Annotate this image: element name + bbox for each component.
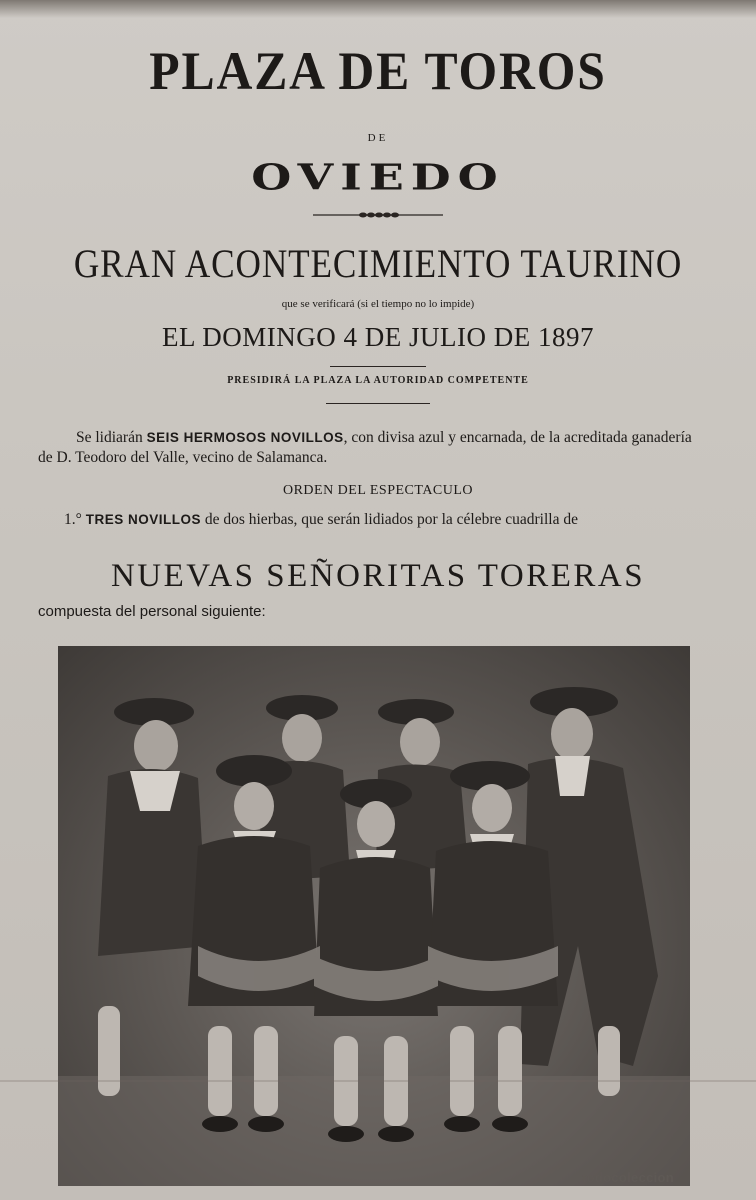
order-lead: 1.° (64, 511, 86, 528)
poster-de: DE (367, 132, 389, 144)
order-rest: de dos hierbas, que serán lidiados por la célebre cuadrilla de (200, 511, 578, 528)
order-bold: TRES NOVILLOS (85, 512, 201, 527)
bulls-lead: Se lidiarán (76, 429, 147, 446)
ornament-divider (313, 208, 443, 222)
weather-note: que se verificará (si el tiempo no lo impide) (281, 298, 475, 310)
back-row (114, 687, 618, 726)
bulls-paragraph (38, 428, 706, 468)
order-paragraph (38, 510, 706, 530)
poster-title: PLAZA DE TOROS (149, 41, 607, 101)
back-row-faces (134, 708, 593, 772)
event-date: EL DOMINGO 4 DE JULIO DE 1897 (162, 322, 594, 352)
presidency-line: PRESIDIRÁ LA PLAZA LA AUTORIDAD COMPETENTE (227, 375, 529, 386)
fold-line (0, 1080, 756, 1082)
troupe-name: NUEVAS SEÑORITAS TORERAS (110, 558, 646, 594)
composed-line: compuesta del personal siguiente: (38, 603, 266, 620)
rule-above-presidency (330, 366, 426, 367)
group-photograph (58, 646, 690, 1186)
poster-subtitle: GRAN ACONTECIMIENTO TAURINO (73, 241, 683, 286)
poster-city: OVIEDO (251, 155, 505, 199)
bulls-rest: , con divisa azul y encarnada, de la acreditada ganadería de D. Teodoro del Valle, vecino de Salamanca. (38, 429, 692, 466)
rule-below-presidency (326, 403, 430, 404)
order-heading: ORDEN DEL ESPECTACULO (282, 483, 474, 498)
bulls-bold: SEIS HERMOSOS NOVILLOS (146, 430, 344, 445)
watermark: todocoleccion (582, 1170, 675, 1185)
top-shadow (0, 0, 756, 18)
photo-figures (58, 646, 690, 1186)
